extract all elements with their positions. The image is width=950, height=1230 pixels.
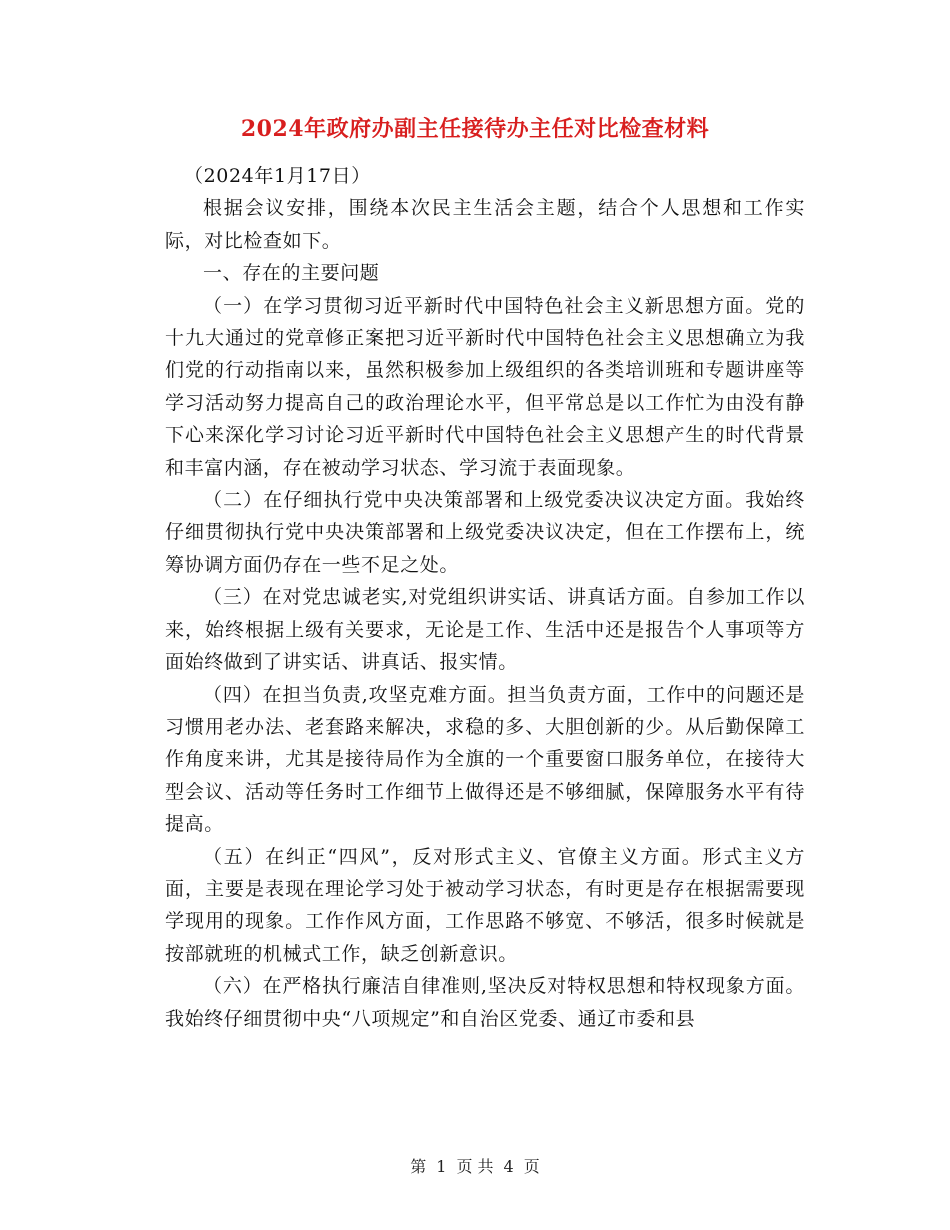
page-label-prefix: 第 <box>410 1157 427 1176</box>
page-number: 1 <box>436 1157 447 1176</box>
page-label-suffix: 页 <box>523 1157 540 1176</box>
paragraph-item-2: （二）在仔细执行党中央决策部署和上级党委决议决定方面。我始终仔细贯彻执行党中央决策部署和上级党委决议决定，但在工作摆布上，统筹协调方面仍存在一些不足之处。 <box>165 489 805 576</box>
paragraph-item-4: （四）在担当负责,攻坚克难方面。担当负责方面，工作中的问题还是习惯用老办法、老套路来解决，求稳的多、大胆创新的少。从后勤保障工作角度来讲，尤其是接待局作为全旗的一个重要窗口服务单位，在接待大型会议、活动等任务时工作细节上做得还是不够细腻，保障服务水平有待提高。 <box>165 683 805 836</box>
document-body <box>165 160 805 1035</box>
section-heading: 一、存在的主要问题 <box>203 262 380 285</box>
page-label-mid: 页 共 <box>456 1157 494 1176</box>
paragraph-item-3: （三）在对党忠诚老实,对党组织讲实话、讲真话方面。自参加工作以来，始终根据上级有关要求，无论是工作、生活中还是报告个人事项等方面始终做到了讲实话、讲真话、报实情。 <box>165 586 805 674</box>
document-title: 2024年政府办副主任接待办主任对比检查材料 <box>240 116 710 142</box>
document-date: （2024年1月17日） <box>184 165 371 187</box>
paragraph-item-6: （六）在严格执行廉洁自律准则,坚决反对特权思想和特权现象方面。我始终仔细贯彻中央“八项规定”和自治区党委、通辽市委和县 <box>165 975 805 1030</box>
paragraph-item-5: （五）在纠正“四风”，反对形式主义、官僚主义方面。形式主义方面，主要是表现在理论学习处于被动学习状态，有时更是存在根据需要现学现用的现象。工作作风方面，工作思路不够宽、不够活，很多时候就是按部就班的机械式工作，缺乏创新意识。 <box>165 845 805 965</box>
page-footer <box>0 1154 950 1177</box>
paragraph-intro: 根据会议安排，围绕本次民主生活会主题，结合个人思想和工作实际，对比检查如下。 <box>165 197 805 252</box>
page-total: 4 <box>503 1157 514 1176</box>
paragraph-item-1: （一）在学习贯彻习近平新时代中国特色社会主义新思想方面。党的十九大通过的党章修正案把习近平新时代中国特色社会主义思想确立为我们党的行动指南以来，虽然积极参加上级组织的各类培训班和专题讲座等学习活动努力提高自己的政治理论水平，但平常总是以工作忙为由没有静下心来深化学习讨论习近平新时代中国特色社会主义思想产生的时代背景和丰富内涵，存在被动学习状态、学习流于表面现象。 <box>165 294 805 479</box>
